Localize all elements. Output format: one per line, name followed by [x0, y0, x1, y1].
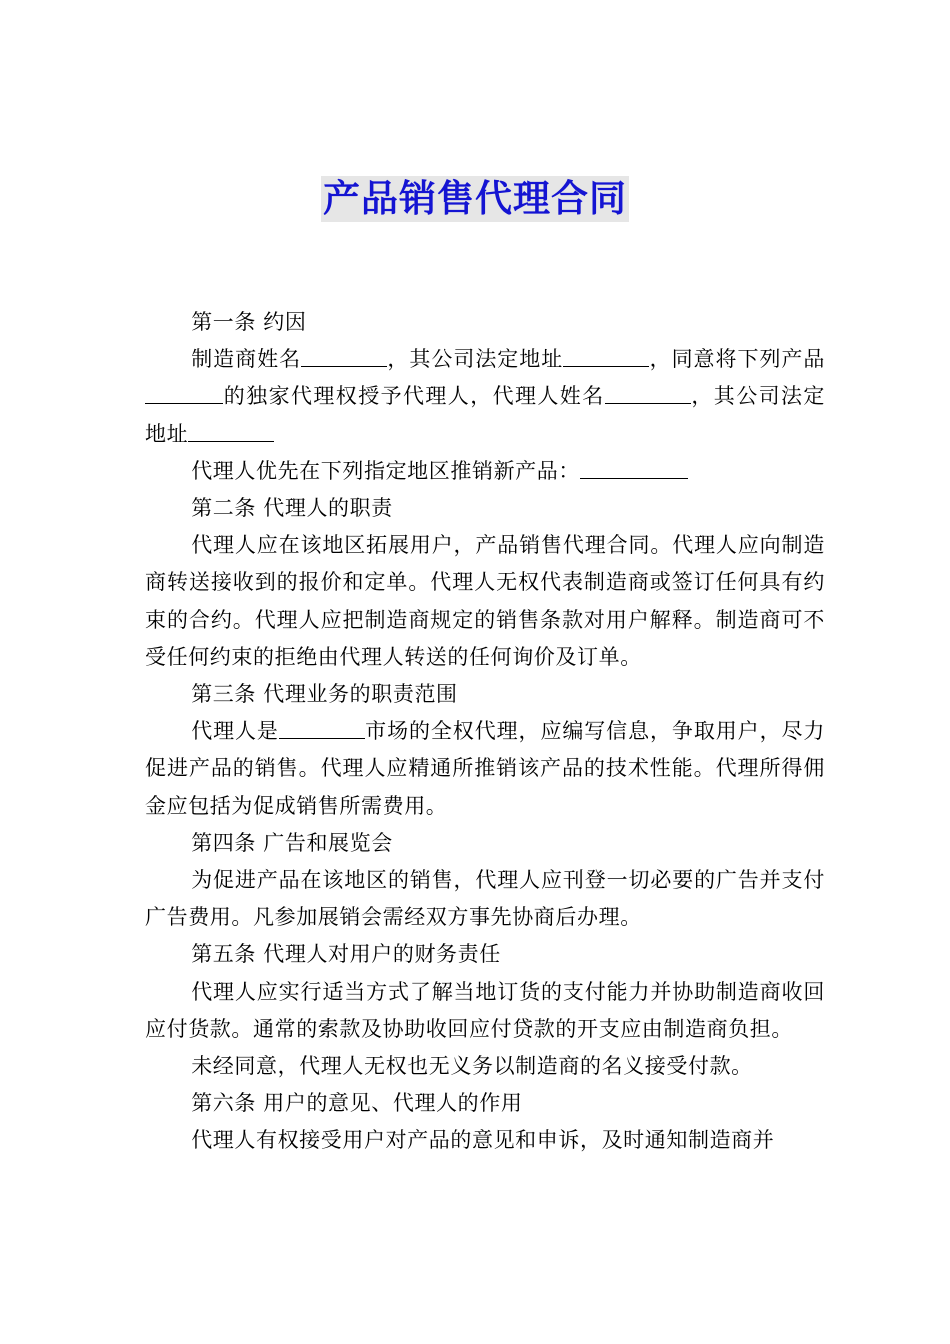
- clause-text: 代理人是: [191, 719, 279, 744]
- article-3-heading: 第三条 代理业务的职责范围: [191, 682, 458, 707]
- blank-market: [279, 717, 365, 739]
- article-1-region: [145, 453, 825, 490]
- clause-text: ，其公司法定地址: [387, 347, 564, 372]
- article-3-body: [145, 713, 825, 825]
- article-2-heading: 第二条 代理人的职责: [191, 496, 393, 521]
- clause-text: 制造商姓名: [191, 347, 302, 372]
- article-4-body: 为促进产品在该地区的销售，代理人应刊登一切必要的广告并支付广告费用。凡参加展销会需经双方事先协商后办理。: [145, 868, 825, 930]
- clause-text: 市场的全权代理，应编写信息，争取用户，尽力促进产品的销售。代理人应精通所推销该产品的技术性能。代理所得佣金应包括为促成销售所需费用。: [145, 719, 825, 818]
- article-2-body: 代理人应在该地区拓展用户，产品销售代理合同。代理人应向制造商转送接收到的报价和定单。代理人无权代表制造商或签订任何具有约束的合约。代理人应把制造商规定的销售条款对用户解释。制造商可不受任何约束的拒绝由代理人转送的任何询价及订单。: [145, 533, 825, 669]
- article-4-heading: 第四条 广告和展览会: [191, 830, 393, 855]
- document-body: [145, 304, 825, 1160]
- article-6-body: 代理人有权接受用户对产品的意见和申诉，及时通知制造商并: [191, 1128, 775, 1153]
- blank-manufacturer-name: [301, 345, 387, 367]
- blank-agent-name: [605, 382, 691, 404]
- clause-text: ，同意将下列产品: [649, 347, 825, 372]
- article-1-heading: 第一条 约因: [191, 310, 307, 334]
- blank-manufacturer-address: [563, 345, 649, 367]
- article-5-payment: 未经同意，代理人无权也无义务以制造商的名义接受付款。: [191, 1054, 753, 1079]
- title-container: [0, 176, 950, 222]
- document-title: 产品销售代理合同: [323, 177, 627, 220]
- article-6-heading: 第六条 用户的意见、代理人的作用: [191, 1091, 523, 1116]
- blank-product: [145, 382, 223, 404]
- clause-text: 代理人优先在下列指定地区推销新产品：: [191, 458, 580, 483]
- article-5-heading: 第五条 代理人对用户的财务责任: [191, 942, 501, 967]
- blank-region: [580, 457, 688, 479]
- clause-text: 的独家代理权授予代理人，代理人姓名: [223, 384, 605, 409]
- clause-text: ，其公司法定地址: [145, 384, 825, 446]
- article-5-body: 代理人应实行适当方式了解当地订货的支付能力并协助制造商收回应付货款。通常的索款及协助收回应付贷款的开支应由制造商负担。: [145, 979, 825, 1041]
- article-1-clause: [145, 341, 825, 453]
- blank-agent-address: [188, 420, 274, 442]
